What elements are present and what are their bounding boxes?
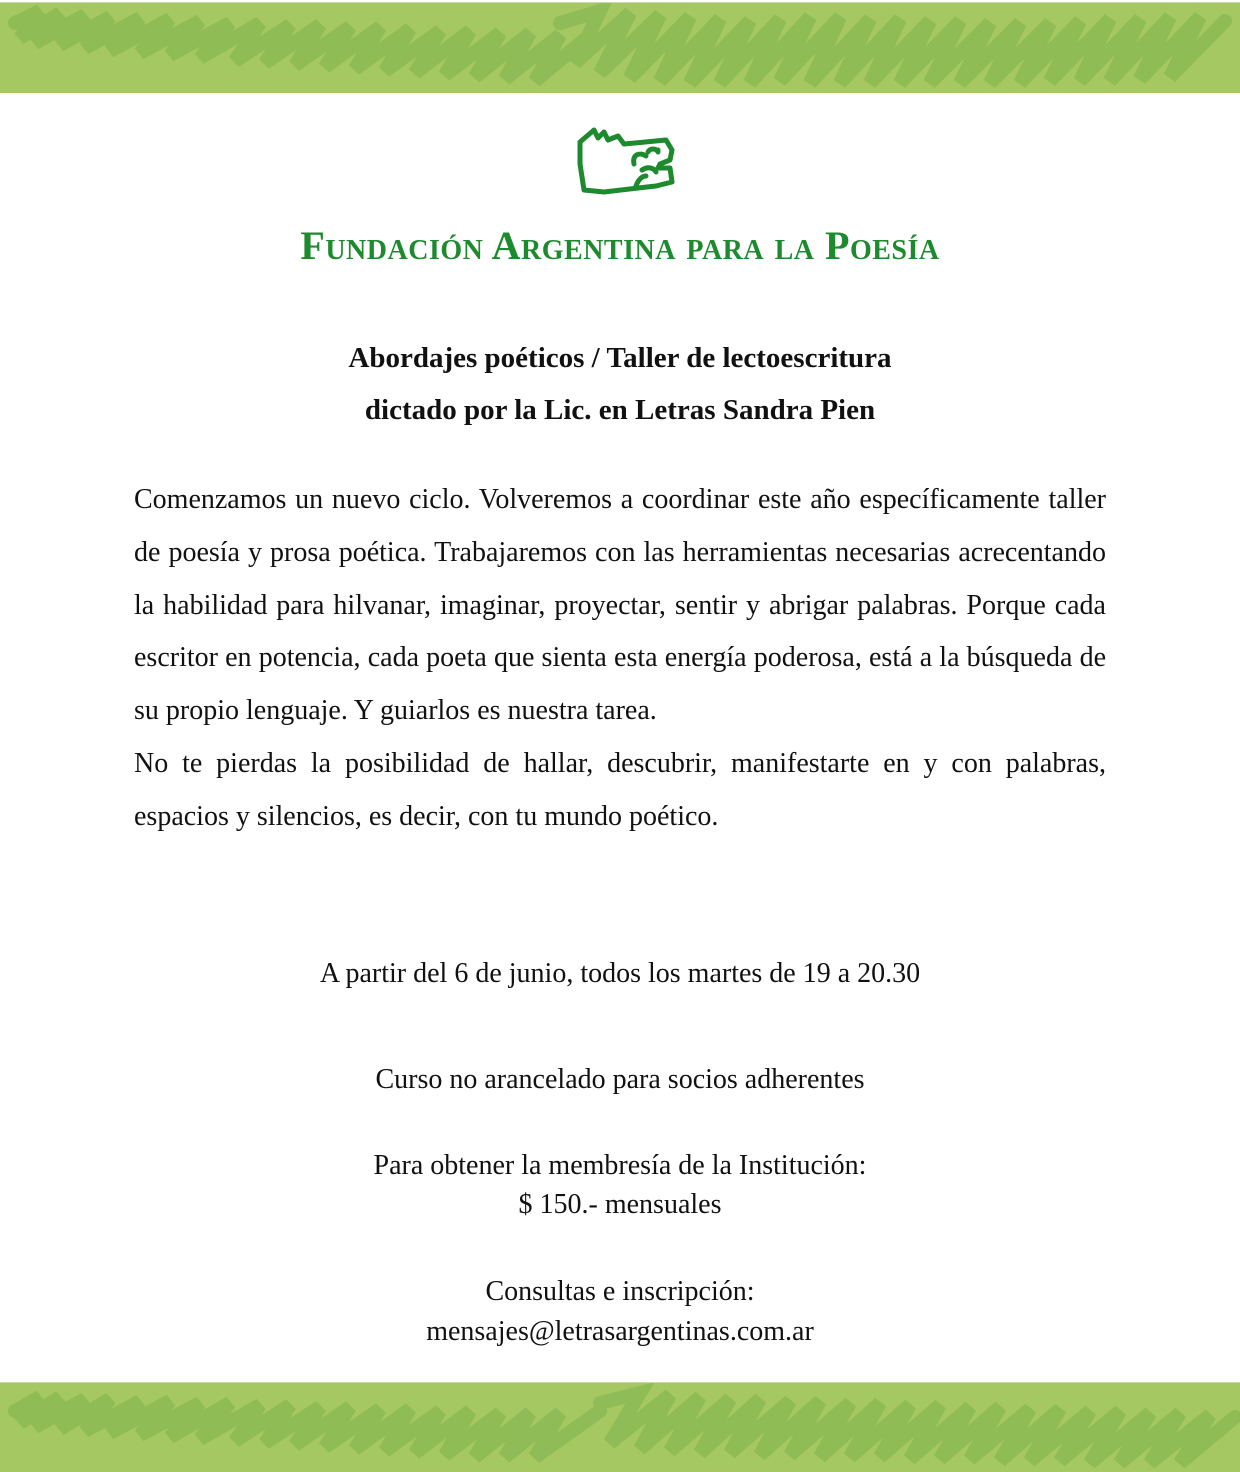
contact-email-link[interactable]: mensajes@letrasargentinas.com.ar [426, 1316, 814, 1347]
scribble-decoration-icon [0, 3, 1240, 93]
scribble-decoration-icon [0, 1383, 1240, 1472]
membership-price: $ 150.- mensuales [518, 1189, 722, 1220]
description-paragraph-1: Comenzamos un nuevo ciclo. Volveremos a coordinar este año específicamente taller de poesía y prosa poética. Trabajaremos con las herramientas necesarias acrecentando la habilidad para hilvanar, imaginar, proyectar, sentir y abrigar palabras. Porque cada escritor en potencia, cada poeta que sienta esta energía poderosa, está a la búsqueda de su propio lenguaje. Y guiarlos es nuestra tarea. [134, 484, 1106, 727]
course-description [134, 474, 1106, 844]
foundation-logo [574, 124, 680, 196]
stylized-animal-head-icon [574, 124, 680, 196]
contact-label: Consultas e inscripción: [485, 1276, 755, 1307]
organization-title: Fundación Argentina para la Poesía [300, 223, 940, 268]
membership-label: Para obtener la membresía de la Institución: [373, 1150, 867, 1181]
bottom-decorative-band [0, 1382, 1240, 1472]
top-decorative-band [0, 2, 1240, 93]
description-paragraph-2: No te pierdas la posibilidad de hallar, descubrir, manifestarte en y con palabras, espacios y silencios, es decir, con tu mundo poético. [134, 747, 1106, 832]
course-title: Abordajes poéticos / Taller de lectoescritura [348, 342, 892, 374]
schedule-info: A partir del 6 de junio, todos los martes de 19 a 20.30 [319, 958, 921, 989]
course-instructor: dictado por la Lic. en Letras Sandra Pien [364, 394, 876, 426]
fee-note: Curso no arancelado para socios adherentes [375, 1064, 865, 1095]
